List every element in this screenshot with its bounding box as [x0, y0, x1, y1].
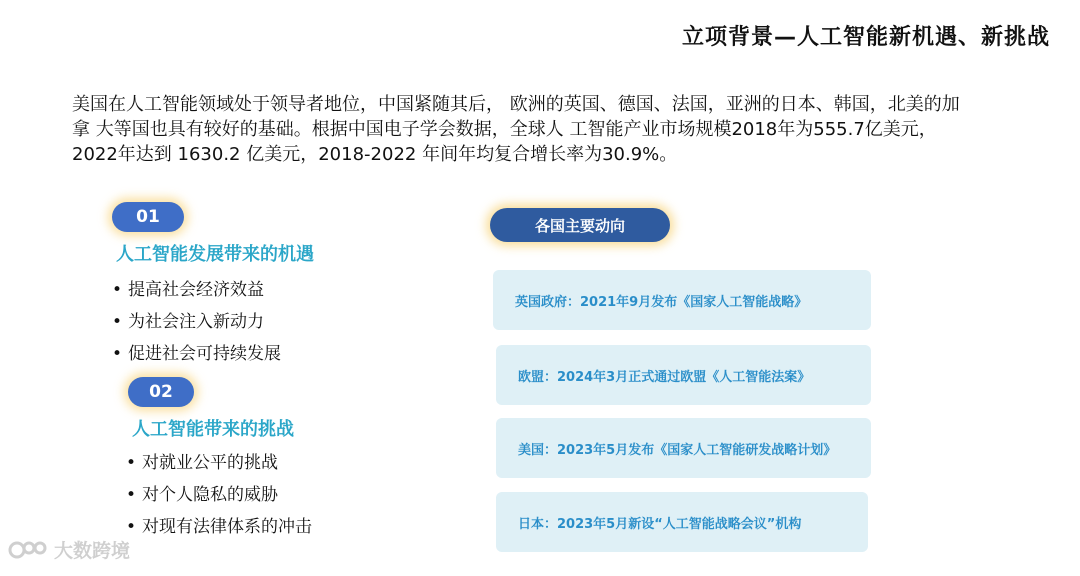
challenges-list — [126, 447, 312, 543]
bullet-icon: • — [126, 453, 137, 473]
watermark-logo — [8, 536, 130, 563]
trend-card-uk: 英国政府：2021年9月发布《国家人工智能战略》 — [493, 270, 871, 330]
bullet-icon: • — [112, 344, 123, 364]
list-item: • 促进社会可持续发展 — [112, 338, 281, 370]
section-title-challenges: 人工智能带来的挑战 — [132, 419, 294, 440]
section-number-badge-02: 02 — [128, 377, 194, 407]
bullet-icon: • — [126, 517, 137, 537]
section-title-opportunities: 人工智能发展带来的机遇 — [116, 244, 314, 265]
list-item: • 对现有法律体系的冲击 — [126, 511, 312, 543]
section-number-badge-01: 01 — [112, 202, 184, 232]
intro-paragraph: 美国在人工智能领域处于领导者地位，中国紧随其后， 欧洲的英国、德国、法国，亚洲的日本、韩国，北美的加拿 大等国也具有较好的基础。根据中国电子学会数据，全球人 工智能产业市场规模2018年为555.7亿美元，2022年达到 1630.2 亿美元，2018-2022 年间年均复合增长率为30.9%。 — [72, 94, 960, 165]
bullet-icon: • — [112, 312, 123, 332]
country-trends-header: 各国主要动向 — [490, 208, 670, 242]
bullet-icon: • — [126, 485, 137, 505]
list-item: • 对就业公平的挑战 — [126, 447, 312, 479]
list-item: • 为社会注入新动力 — [112, 306, 281, 338]
opportunities-list — [112, 274, 281, 370]
list-item: • 提高社会经济效益 — [112, 274, 281, 306]
watermark-text: 大数跨境 — [54, 540, 131, 562]
slide-title: 立项背景—人工智能新机遇、新挑战 — [681, 25, 1050, 50]
bullet-icon: • — [112, 280, 123, 300]
trend-card-eu: 欧盟：2024年3月正式通过欧盟《人工智能法案》 — [496, 345, 871, 405]
trend-card-japan: 日本：2023年5月新设“人工智能战略会议”机构 — [496, 492, 868, 552]
trend-card-us: 美国：2023年5月发布《国家人工智能研发战略计划》 — [496, 418, 871, 478]
list-item: • 对个人隐私的威胁 — [126, 479, 312, 511]
brand-icon — [8, 537, 48, 563]
